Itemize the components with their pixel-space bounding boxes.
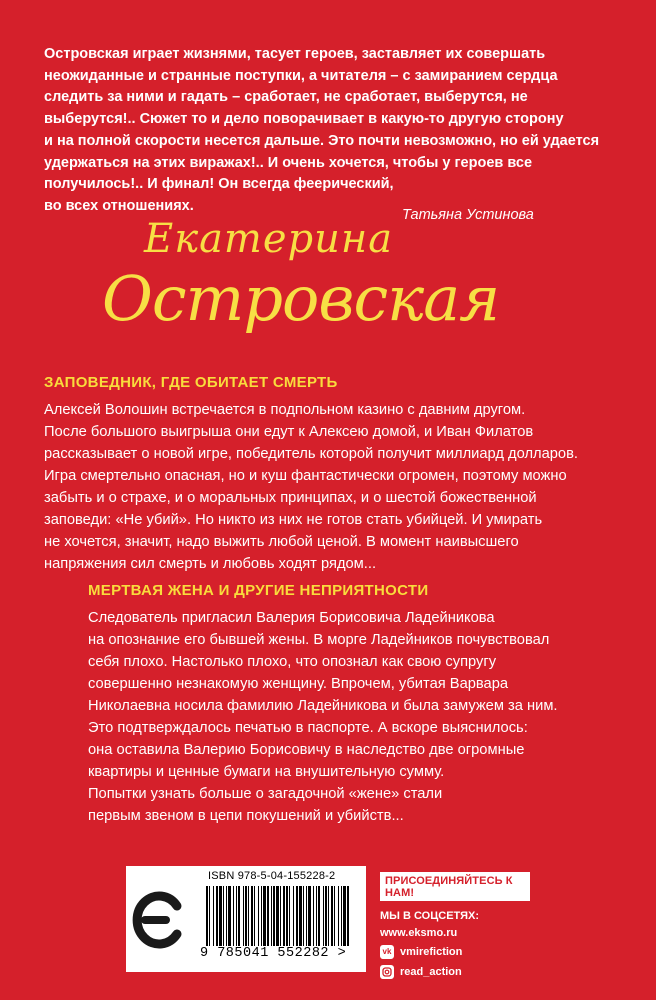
barcode-bar xyxy=(303,886,304,946)
barcode-bar xyxy=(258,886,259,946)
vk-icon: vk xyxy=(380,945,394,959)
quote-author: Татьяна Устинова xyxy=(402,207,534,223)
description-line: После большого выигрыша они едут к Алексею домой, и Иван Филатов xyxy=(44,424,534,440)
description-line: себя плохо. Настолько плохо, что опознал как свою супругу xyxy=(88,654,497,670)
barcode-bar xyxy=(293,886,294,946)
quote-line: получилось!.. И финал! Он всегда феерический, xyxy=(44,176,394,193)
barcode-bar xyxy=(316,886,317,946)
barcode-bar xyxy=(267,886,269,946)
isbn-barcode-box xyxy=(126,866,366,972)
social-block xyxy=(380,872,530,980)
description-line: не хочется, значит, надо выжить любой ценой. В момент наивысшего xyxy=(44,534,519,550)
description-line: забыть и о страхе, и о моральных принципах, и о шестой божественной xyxy=(44,490,537,506)
barcode-bar xyxy=(206,886,208,946)
barcode-bar xyxy=(299,886,302,946)
barcode-bar xyxy=(308,886,311,946)
barcode-bar xyxy=(245,886,247,946)
description-line: квартиры и ценные бумаги на внушительную сумму. xyxy=(88,764,445,780)
barcode-bar xyxy=(243,886,244,946)
barcode-bar xyxy=(223,886,224,946)
description-line: заповеди: «Не убий». Но никто из них не готов стать убийцей. И умирать xyxy=(44,512,543,528)
instagram-handle: read_action xyxy=(400,966,462,978)
instagram-icon xyxy=(380,965,394,979)
quote-line: выберутся!.. Сюжет то и дело поворачивает в какую-то другую сторону xyxy=(44,111,564,128)
barcode xyxy=(204,886,354,948)
barcode-bar xyxy=(323,886,324,946)
description-line: совершенно незнакомую женщину. Впрочем, убитая Варвара xyxy=(88,676,509,692)
description-line: на опознание его бывшей жены. В морге Ладейников почувствовал xyxy=(88,632,550,648)
barcode-bar xyxy=(271,886,272,946)
quote-line: следить за ними и гадать – сработает, не сработает, выберутся, не xyxy=(44,89,528,106)
vk-handle: vmirefiction xyxy=(400,946,463,958)
barcode-bar xyxy=(248,886,249,946)
barcode-bar xyxy=(228,886,231,946)
description-line: она оставила Валерию Борисовичу в наследство две огромные xyxy=(88,742,525,758)
review-quote xyxy=(44,44,604,218)
description-line: первым звеном в цепи покушений и убийств... xyxy=(88,808,404,824)
description-line: Николаевна носила фамилию Ладейникова и была замужем за ним. xyxy=(88,698,558,714)
barcode-bar xyxy=(209,886,210,946)
barcode-bar xyxy=(313,886,314,946)
barcode-bar xyxy=(318,886,320,946)
section-title: МЕРТВАЯ ЖЕНА И ДРУГИЕ НЕПРИЯТНОСТИ xyxy=(88,582,429,599)
barcode-bar xyxy=(328,886,329,946)
website-link[interactable]: www.eksmo.ru xyxy=(380,927,458,939)
description-line: напряжения сил смерть и любовь ходят рядом... xyxy=(44,556,377,572)
description-line: Попытки узнать больше о загадочной «жене» стали xyxy=(88,786,443,802)
quote-line: и на полной скорости несется дальше. Это почти невозможно, но ей удается xyxy=(44,132,600,149)
barcode-bar xyxy=(213,886,214,946)
barcode-bar xyxy=(263,886,266,946)
barcode-bar xyxy=(236,886,237,946)
barcode-bar xyxy=(238,886,240,946)
eksmo-logo-icon xyxy=(132,890,186,950)
barcode-bar xyxy=(273,886,275,946)
barcode-bar xyxy=(226,886,227,946)
barcode-bar xyxy=(216,886,218,946)
description-line: Следователь пригласил Валерия Борисовича Ладейникова xyxy=(88,610,495,626)
barcode-bar xyxy=(280,886,281,946)
barcode-bar xyxy=(325,886,327,946)
barcode-bar xyxy=(286,886,288,946)
barcode-bar xyxy=(254,886,255,946)
quote-line: Островская играет жизнями, тасует героев, заставляет их совершать xyxy=(44,46,546,62)
description-line: Игра смертельно опасная, но и куш фантастически огромен, поэтому можно xyxy=(44,468,567,484)
barcode-bar xyxy=(283,886,285,946)
section-description xyxy=(88,607,558,827)
barcode-bar xyxy=(233,886,234,946)
author-first-name: Екатерина xyxy=(144,216,394,262)
barcode-bar xyxy=(306,886,307,946)
barcode-bar xyxy=(251,886,253,946)
quote-line: удержаться на этих виражах!.. И очень хочется, чтобы у героев все xyxy=(44,154,533,171)
instagram-link[interactable] xyxy=(380,964,530,980)
vk-link[interactable] xyxy=(380,944,530,960)
barcode-bar xyxy=(261,886,262,946)
barcode-bar xyxy=(289,886,290,946)
description-line: Алексей Волошин встречается в подпольном казино с давним другом. xyxy=(44,402,526,418)
join-us-badge: ПРИСОЕДИНЯЙТЕСЬ К НАМ! xyxy=(380,872,530,901)
barcode-bar xyxy=(296,886,298,946)
barcode-bar xyxy=(334,886,335,946)
barcode-bar xyxy=(276,886,279,946)
section-title: ЗАПОВЕДНИК, ГДЕ ОБИТАЕТ СМЕРТЬ xyxy=(44,374,338,391)
author-last-name: Островская xyxy=(102,262,500,335)
quote-line: во всех отношениях. xyxy=(44,197,194,214)
quote-line: неожиданные и странные поступки, а читателя – с замиранием сердца xyxy=(44,67,558,84)
barcode-bar xyxy=(341,886,342,946)
barcode-bar xyxy=(219,886,222,946)
barcode-bar xyxy=(338,886,339,946)
barcode-bar xyxy=(347,886,349,946)
description-line: Это подтверждалось печатью в паспорте. А вскоре выяснилось: xyxy=(88,720,528,736)
section-description xyxy=(44,399,578,575)
barcode-bar xyxy=(343,886,346,946)
social-heading: МЫ В СОЦСЕТЯХ: xyxy=(380,910,480,922)
isbn-label: ISBN 978-5-04-155228-2 xyxy=(208,870,336,882)
barcode-digits: 9 785041 552282 > xyxy=(200,946,347,961)
description-line: рассказывает о новой игре, победитель которой получит миллиард долларов. xyxy=(44,446,578,462)
barcode-bar xyxy=(331,886,333,946)
